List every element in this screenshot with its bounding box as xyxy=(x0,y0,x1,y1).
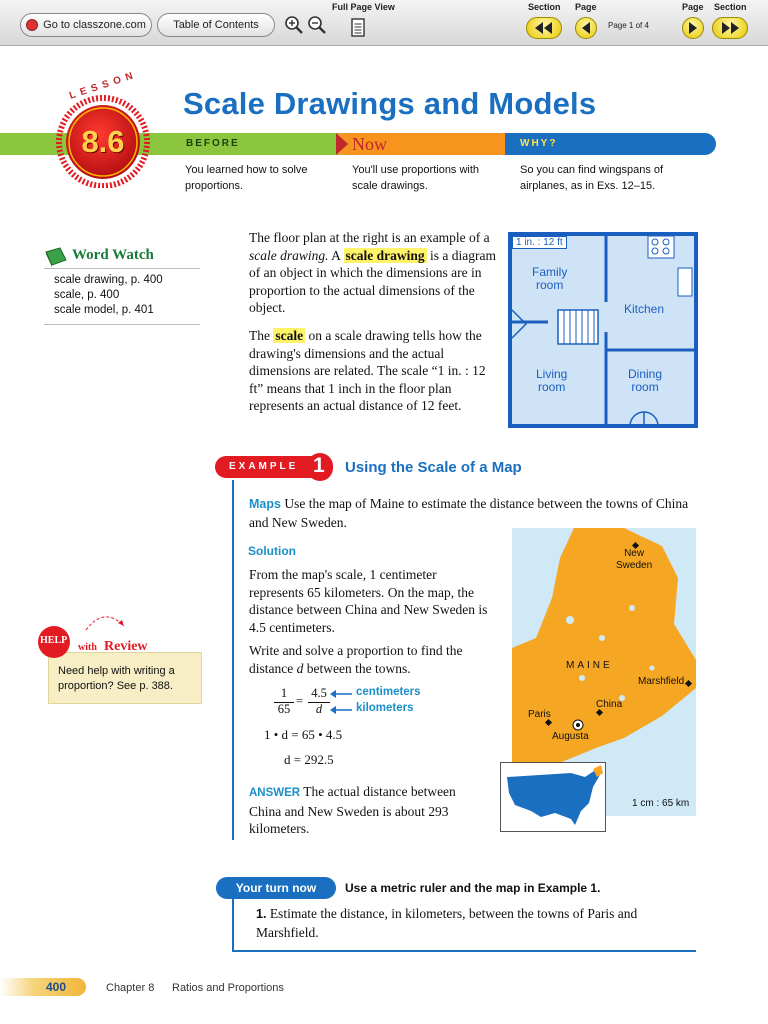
word-watch-item: scale drawing, p. 400 xyxy=(54,274,163,286)
your-turn-rule-bottom xyxy=(232,950,696,952)
word-watch-item: scale model, p. 401 xyxy=(54,304,154,316)
help-review: Review xyxy=(104,639,148,654)
word-watch xyxy=(44,244,200,325)
room-label: room xyxy=(538,380,566,394)
term-scale-drawing: scale drawing xyxy=(345,247,425,263)
help-with: with xyxy=(78,642,97,653)
word-watch-list xyxy=(44,269,200,324)
now-text xyxy=(352,162,479,194)
page-footer xyxy=(0,978,768,998)
toolbar xyxy=(0,0,768,46)
why-line-1: So you can find wingspans of xyxy=(520,164,664,176)
floor-plan-scale: 1 in. : 12 ft xyxy=(512,236,567,249)
map-label: Sweden xyxy=(616,560,653,571)
proportion xyxy=(270,686,470,722)
lesson-title: Scale Drawings and Models xyxy=(183,86,597,121)
right-arrow-icon xyxy=(688,22,698,34)
marshfield-label: Marshfield xyxy=(638,676,685,687)
equals-sign: = xyxy=(296,694,304,708)
next-page-button[interactable] xyxy=(682,17,704,39)
book-icon xyxy=(44,246,68,268)
why-text xyxy=(520,162,663,194)
intro-italic: scale drawing. xyxy=(249,247,329,263)
solution-label: Solution xyxy=(248,544,296,558)
before-text xyxy=(185,162,308,194)
variable-d: d xyxy=(296,660,304,676)
lesson-word: LESSON xyxy=(68,69,140,102)
centimeters-note: centimeters xyxy=(356,686,421,698)
now-line-1: You'll use proportions with xyxy=(352,164,480,176)
frac2-denominator: d xyxy=(315,702,323,716)
now-line-2: scale drawings. xyxy=(352,180,428,192)
example-label: EXAMPLE xyxy=(229,461,299,472)
example-number: 1 xyxy=(313,454,325,477)
table-of-contents-button[interactable] xyxy=(157,13,275,37)
footer-chapter: Chapter 8 xyxy=(106,982,155,994)
before-line-2: proportions. xyxy=(185,180,244,192)
intro-text: on a scale drawing tells how the drawing's dimensions and the actual dimensions are related. The scale “1 in. : 12 ft” means that 1 inch in the floor plan represents an actual distance of 12 feet. xyxy=(249,328,486,413)
room-label: room xyxy=(631,380,659,394)
maps-text: Use the map of Maine to estimate the distance between the towns of China and New Sweden. xyxy=(249,496,689,530)
your-turn-instruction: Use a metric ruler and the map in Example 1. xyxy=(345,881,601,895)
next-section-button[interactable] xyxy=(712,17,748,39)
zoom-in-icon[interactable] xyxy=(284,15,304,35)
intro-text: A xyxy=(328,247,344,263)
lesson-number: 8.6 xyxy=(81,124,125,159)
floor-plan-drawing xyxy=(508,232,698,428)
page-label-left: Page xyxy=(575,2,597,12)
previous-page-button[interactable] xyxy=(575,17,597,39)
intro-text: is a diagram of an object in which the dimensions are in proportion to the actual dimensions of the object. xyxy=(249,247,496,315)
room-label: room xyxy=(536,278,564,292)
term-scale: scale xyxy=(275,328,304,343)
page-info: Page 1 of 4 xyxy=(608,21,649,30)
help-with-review xyxy=(40,612,202,704)
maine-label: MAINE xyxy=(566,660,613,671)
us-outline-icon xyxy=(501,763,605,831)
intro-paragraph-2 xyxy=(249,327,499,415)
intro-text: The floor plan at the right is an example of a xyxy=(249,230,490,245)
solution-paragraph-1: From the map's scale, 1 centimeter represents 65 kilometers. On the map, the distance between China and New Sweden is 4.5 centimeters. xyxy=(249,567,488,635)
left-arrow-icon xyxy=(581,22,591,34)
frac1-denominator: 65 xyxy=(277,702,291,716)
before-line-1: You learned how to solve xyxy=(185,164,308,176)
frac2-numerator: 4.5 xyxy=(311,686,327,700)
equation-2: 1 • d = 65 • 4.5 xyxy=(264,727,343,742)
page-label-right: Page xyxy=(682,2,704,12)
previous-section-button[interactable] xyxy=(526,17,562,39)
family-room-label xyxy=(532,266,567,292)
now-arrow-icon xyxy=(336,133,350,155)
help-word: HELP xyxy=(40,635,68,646)
equation-3: d = 292.5 xyxy=(284,752,334,767)
solution-text: between the towns. xyxy=(303,660,411,676)
arrow-left-icon xyxy=(330,689,354,699)
classzone-label: Go to classzone.com xyxy=(43,19,146,31)
your-turn-question xyxy=(256,905,696,941)
maps-label: Maps xyxy=(249,497,281,511)
help-text: Need help with writing a proportion? See p. 388. xyxy=(58,665,175,692)
kilometers-note: kilometers xyxy=(356,702,414,714)
intro-text: The xyxy=(249,328,274,343)
room-label: Family xyxy=(532,265,568,279)
double-right-arrow-icon xyxy=(720,22,740,34)
us-inset-map xyxy=(500,762,606,832)
new-sweden-label xyxy=(616,548,652,572)
question-number: 1. xyxy=(256,907,267,921)
lesson-badge xyxy=(50,69,156,188)
example-title: Using the Scale of a Map xyxy=(345,459,522,476)
globe-icon xyxy=(26,19,38,31)
kitchen-label: Kitchen xyxy=(624,302,665,316)
page-number: 400 xyxy=(46,980,67,994)
your-turn-rule xyxy=(232,899,234,951)
section-label-left: Section xyxy=(528,2,561,12)
section-label-right: Section xyxy=(714,2,747,12)
double-left-arrow-icon xyxy=(534,22,554,34)
arrow-left-icon xyxy=(330,705,354,715)
why-line-2: airplanes, as in Exs. 12–15. xyxy=(520,180,656,192)
page-number-tab xyxy=(0,978,86,996)
full-page-view-icon[interactable] xyxy=(350,18,366,38)
map-label: New xyxy=(624,548,645,559)
solution-text: Write and solve a proportion to find the distance xyxy=(249,643,463,676)
room-label: Dining xyxy=(628,367,663,381)
footer-chapter-title: Ratios and Proportions xyxy=(172,982,284,994)
china-label: China xyxy=(596,699,623,710)
room-label: Living xyxy=(536,367,568,381)
intro-paragraph-1 xyxy=(249,229,499,317)
example-prompt xyxy=(249,495,699,531)
zoom-out-icon[interactable] xyxy=(307,15,327,35)
classzone-button[interactable] xyxy=(20,13,152,37)
map-scale: 1 cm : 65 km xyxy=(632,798,690,809)
answer xyxy=(249,783,489,838)
augusta-label: Augusta xyxy=(552,731,589,742)
example-rule xyxy=(232,480,234,840)
toc-label: Table of Contents xyxy=(173,19,259,31)
answer-text: The actual distance between China and New Sweden is about 293 kilometers. xyxy=(249,784,456,836)
question-text: Estimate the distance, in kilometers, between the towns of Paris and Marshfield. xyxy=(256,906,638,940)
word-watch-item: scale, p. 400 xyxy=(54,289,120,301)
dining-room-label xyxy=(628,368,662,394)
living-room-label xyxy=(536,368,567,394)
before-label: BEFORE xyxy=(186,138,240,149)
dotted-arrow-icon xyxy=(84,612,128,634)
word-watch-divider xyxy=(44,324,200,325)
solution-paragraph-2 xyxy=(249,642,489,677)
answer-label: ANSWER xyxy=(249,787,301,799)
why-label: WHY? xyxy=(520,138,558,149)
paris-label: Paris xyxy=(528,709,551,720)
full-page-view-label: Full Page View xyxy=(332,2,395,12)
floor-plan xyxy=(508,232,698,428)
your-turn-label: Your turn now xyxy=(216,877,336,899)
now-label: Now xyxy=(352,134,387,154)
frac1-numerator: 1 xyxy=(280,686,288,700)
word-watch-title: Word Watch xyxy=(72,247,154,263)
